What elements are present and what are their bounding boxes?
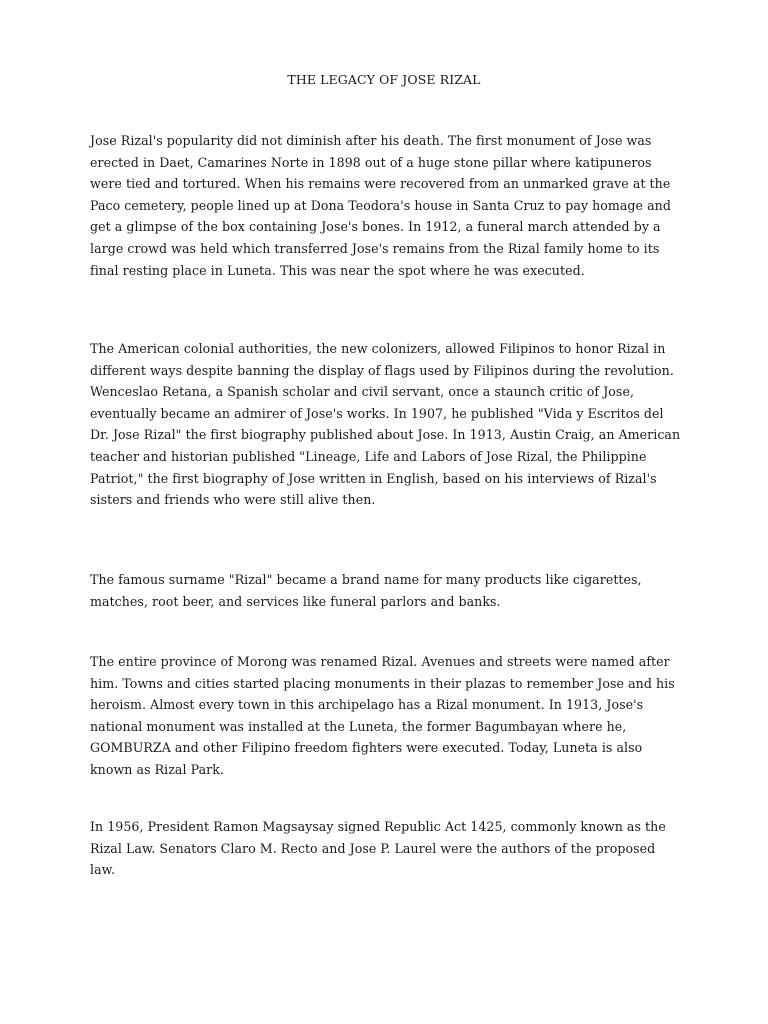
document-title: THE LEGACY OF JOSE RIZAL (287, 72, 481, 87)
paragraph-brand-name: The famous surname "Rizal" became a brand name for many products like cigarettes, matches, root beer, and services like funeral parlors and banks. (90, 572, 642, 609)
paragraph-american-period: The American colonial authorities, the new colonizers, allowed Filipinos to honor Rizal in different ways despite banning the display of flags used by Filipinos during the revolution. Wenceslao Retana, a Spanish scholar and civil servant, once a staunch critic of Jose, eventually became an admirer of Jose's works. In 1907, he published "Vida y Escritos del Dr. Jose Rizal" the first biography published about Jose. In 1913, Austin Craig, an American teacher and historian published "Lineage, Life and Labors of Jose Rizal, the Philippine Patriot," the first biography of Jose written in English, based on his interviews of Rizal's sisters and friends who were still alive then. (90, 341, 681, 508)
paragraph-morong-renamed: The entire province of Morong was renamed Rizal. Avenues and streets were named after him. Towns and cities started placing monuments in their plazas to remember Jose and his heroism. Almost every town in this archipelago has a Rizal monument. In 1913, Jose's national monument was installed at the Luneta, the former Bagumbayan where he, GOMBURZA and other Filipino freedom fighters were executed. Today, Luneta is also known as Rizal Park. (90, 654, 675, 777)
paragraph-first-monument: Jose Rizal's popularity did not diminish after his death. The first monument of Jose was erected in Daet, Camarines Norte in 1898 out of a huge stone pillar where katipuneros were tied and tortured. When his remains were recovered from an unmarked grave at the Paco cemetery, people lined up at Dona Teodora's house in Santa Cruz to pay homage and get a glimpse of the box containing Jose's bones. In 1912, a funeral march attended by a large crowd was held which transferred Jose's remains from the Rizal family home to its final resting place in Luneta. This was near the spot where he was executed. (90, 133, 671, 278)
paragraph-rizal-law: In 1956, President Ramon Magsaysay signed Republic Act 1425, commonly known as the Rizal Law. Senators Claro M. Recto and Jose P. Laurel were the authors of the proposed law. (90, 819, 666, 878)
